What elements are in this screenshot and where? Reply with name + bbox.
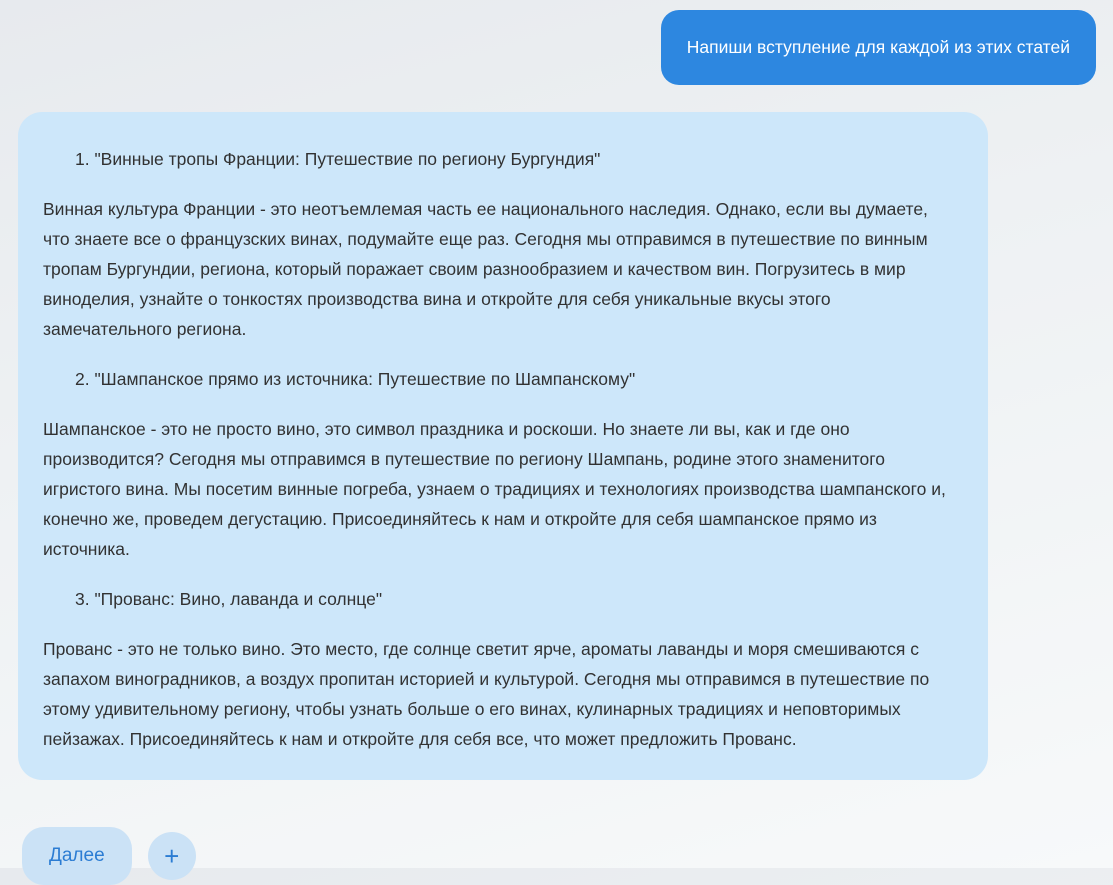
article-intro: Шампанское - это не просто вино, это символ праздника и роскоши. Но знаете ли вы, как и где оно производится? Сегодня мы отправимся в путешествие по региону Шампань, родине этого знаменитого игристого вина. Мы посетим винные погреба, узнаем о традициях и технологиях производства шампанского и, конечно же, проведем дегустацию. Присоединяйтесь к нам и откройте для себя шампанское прямо из источника. bbox=[43, 419, 946, 559]
article-intro: Винная культура Франции - это неотъемлемая часть ее национального наследия. Однако, если вы думаете, что знаете все о французских винах, подумайте еще раз. Сегодня мы отправимся в путешествие по винным тропам Бургундии, региона, который поражает своим разнообразием и качеством вин. Погрузитесь в мир виноделия, узнайте о тонкостях производства вина и откройте для себя уникальные вкусы этого замечательного региона. bbox=[43, 199, 928, 339]
plus-icon: + bbox=[164, 841, 180, 871]
add-suggestion-button[interactable] bbox=[148, 832, 196, 880]
article-title: 2. "Шампанское прямо из источника: Путешествие по Шампанскому" bbox=[75, 369, 636, 389]
article-block bbox=[43, 144, 953, 344]
suggestion-chips-row bbox=[22, 827, 196, 885]
user-message-text: Напиши вступление для каждой из этих статей bbox=[686, 37, 1070, 57]
article-block bbox=[43, 584, 953, 754]
article-block bbox=[43, 364, 953, 564]
assistant-message-bubble bbox=[18, 112, 988, 780]
article-title: 3. "Прованс: Вино, лаванда и солнце" bbox=[75, 589, 383, 609]
article-title: 1. "Винные тропы Франции: Путешествие по региону Бургундия" bbox=[75, 149, 601, 169]
user-message-bubble bbox=[661, 10, 1096, 85]
next-suggestion-button[interactable]: Далее bbox=[22, 827, 132, 885]
article-intro: Прованс - это не только вино. Это место, где солнце светит ярче, ароматы лаванды и моря смешиваются с запахом виноградников, а воздух пропитан историей и культурой. Сегодня мы отправимся в путешествие по этому удивительному региону, чтобы узнать больше о его винах, кулинарных традициях и неповторимых пейзажах. Присоединяйтесь к нам и откройте для себя все, что может предложить Прованс. bbox=[43, 639, 930, 749]
